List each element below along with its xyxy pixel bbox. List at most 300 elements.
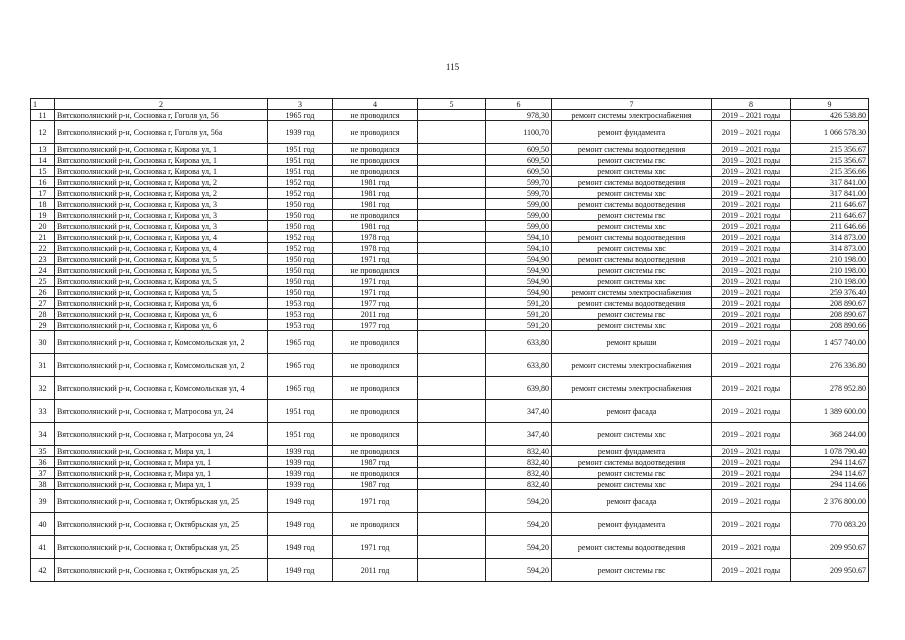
area-cell: 832,40 bbox=[486, 457, 552, 468]
address-cell: Вятскополянский р-н, Сосновка г, Кирова ул, 5 bbox=[55, 287, 268, 298]
row-number-cell: 33 bbox=[31, 400, 55, 423]
work-type-cell: ремонт системы хвс bbox=[552, 423, 712, 446]
area-cell: 594,90 bbox=[486, 254, 552, 265]
work-type-cell: ремонт системы водоотведения bbox=[552, 144, 712, 155]
cost-cell: 1 078 790.40 bbox=[791, 446, 869, 457]
last-repair-cell: не проводился bbox=[333, 513, 418, 536]
last-repair-cell: 2011 год bbox=[333, 309, 418, 320]
last-repair-cell: 1977 год bbox=[333, 320, 418, 331]
work-type-cell: ремонт системы электроснабжения bbox=[552, 110, 712, 121]
row-number-cell: 29 bbox=[31, 320, 55, 331]
area-cell: 832,40 bbox=[486, 446, 552, 457]
last-repair-cell: 1971 год bbox=[333, 276, 418, 287]
area-cell: 591,20 bbox=[486, 309, 552, 320]
build-year-cell: 1949 год bbox=[268, 513, 333, 536]
work-type-cell: ремонт фундамента bbox=[552, 121, 712, 144]
address-cell: Вятскополянский р-н, Сосновка г, Матросова ул, 24 bbox=[55, 400, 268, 423]
work-type-cell: ремонт системы гвс bbox=[552, 155, 712, 166]
cost-cell: 770 083.20 bbox=[791, 513, 869, 536]
cost-cell: 294 114.67 bbox=[791, 457, 869, 468]
work-type-cell: ремонт системы водоотведения bbox=[552, 457, 712, 468]
column-5-cell bbox=[418, 377, 486, 400]
address-cell: Вятскополянский р-н, Сосновка г, Кирова ул, 6 bbox=[55, 298, 268, 309]
build-year-cell: 1950 год bbox=[268, 287, 333, 298]
build-year-cell: 1953 год bbox=[268, 320, 333, 331]
period-cell: 2019 – 2021 годы bbox=[712, 468, 791, 479]
row-number-cell: 41 bbox=[31, 536, 55, 559]
period-cell: 2019 – 2021 годы bbox=[712, 121, 791, 144]
column-5-cell bbox=[418, 144, 486, 155]
period-cell: 2019 – 2021 годы bbox=[712, 265, 791, 276]
period-cell: 2019 – 2021 годы bbox=[712, 457, 791, 468]
row-number-cell: 27 bbox=[31, 298, 55, 309]
row-number-cell: 39 bbox=[31, 490, 55, 513]
area-cell: 594,20 bbox=[486, 559, 552, 582]
work-type-cell: ремонт системы электроснабжения bbox=[552, 287, 712, 298]
table-row bbox=[31, 188, 869, 199]
work-type-cell: ремонт системы гвс bbox=[552, 210, 712, 221]
header-cell: 3 bbox=[268, 99, 333, 110]
column-5-cell bbox=[418, 254, 486, 265]
table-row bbox=[31, 309, 869, 320]
table-row bbox=[31, 320, 869, 331]
table-row bbox=[31, 177, 869, 188]
cost-cell: 2 376 800.00 bbox=[791, 490, 869, 513]
table-row bbox=[31, 254, 869, 265]
header-cell: 2 bbox=[55, 99, 268, 110]
address-cell: Вятскополянский р-н, Сосновка г, Кирова ул, 3 bbox=[55, 221, 268, 232]
row-number-cell: 31 bbox=[31, 354, 55, 377]
build-year-cell: 1952 год bbox=[268, 177, 333, 188]
area-cell: 609,50 bbox=[486, 155, 552, 166]
row-number-cell: 20 bbox=[31, 221, 55, 232]
build-year-cell: 1951 год bbox=[268, 400, 333, 423]
header-row bbox=[31, 99, 869, 110]
row-number-cell: 11 bbox=[31, 110, 55, 121]
cost-cell: 276 336.80 bbox=[791, 354, 869, 377]
cost-cell: 211 646.66 bbox=[791, 221, 869, 232]
cost-cell: 314 873.00 bbox=[791, 232, 869, 243]
table-row bbox=[31, 232, 869, 243]
work-type-cell: ремонт системы водоотведения bbox=[552, 254, 712, 265]
row-number-cell: 36 bbox=[31, 457, 55, 468]
cost-cell: 259 376.40 bbox=[791, 287, 869, 298]
row-number-cell: 12 bbox=[31, 121, 55, 144]
column-5-cell bbox=[418, 232, 486, 243]
row-number-cell: 37 bbox=[31, 468, 55, 479]
build-year-cell: 1950 год bbox=[268, 210, 333, 221]
table-row bbox=[31, 243, 869, 254]
period-cell: 2019 – 2021 годы bbox=[712, 513, 791, 536]
header-cell: 9 bbox=[791, 99, 869, 110]
cost-cell: 317 841.00 bbox=[791, 177, 869, 188]
period-cell: 2019 – 2021 годы bbox=[712, 287, 791, 298]
row-number-cell: 23 bbox=[31, 254, 55, 265]
column-5-cell bbox=[418, 400, 486, 423]
row-number-cell: 35 bbox=[31, 446, 55, 457]
cost-cell: 211 646.67 bbox=[791, 199, 869, 210]
period-cell: 2019 – 2021 годы bbox=[712, 536, 791, 559]
work-type-cell: ремонт системы электроснабжения bbox=[552, 377, 712, 400]
area-cell: 347,40 bbox=[486, 400, 552, 423]
table-row bbox=[31, 377, 869, 400]
last-repair-cell: не проводился bbox=[333, 121, 418, 144]
last-repair-cell: не проводился bbox=[333, 155, 418, 166]
last-repair-cell: не проводился bbox=[333, 166, 418, 177]
address-cell: Вятскополянский р-н, Сосновка г, Октябрьская ул, 25 bbox=[55, 490, 268, 513]
work-type-cell: ремонт системы водоотведения bbox=[552, 536, 712, 559]
work-type-cell: ремонт системы хвс bbox=[552, 320, 712, 331]
column-5-cell bbox=[418, 309, 486, 320]
last-repair-cell: 1978 год bbox=[333, 232, 418, 243]
row-number-cell: 15 bbox=[31, 166, 55, 177]
row-number-cell: 28 bbox=[31, 309, 55, 320]
build-year-cell: 1939 год bbox=[268, 468, 333, 479]
period-cell: 2019 – 2021 годы bbox=[712, 479, 791, 490]
period-cell: 2019 – 2021 годы bbox=[712, 188, 791, 199]
work-type-cell: ремонт крыши bbox=[552, 331, 712, 354]
area-cell: 594,90 bbox=[486, 276, 552, 287]
table-row bbox=[31, 513, 869, 536]
area-cell: 609,50 bbox=[486, 144, 552, 155]
address-cell: Вятскополянский р-н, Сосновка г, Кирова ул, 4 bbox=[55, 232, 268, 243]
area-cell: 591,20 bbox=[486, 320, 552, 331]
work-type-cell: ремонт системы водоотведения bbox=[552, 298, 712, 309]
row-number-cell: 32 bbox=[31, 377, 55, 400]
last-repair-cell: 1971 год bbox=[333, 490, 418, 513]
address-cell: Вятскополянский р-н, Сосновка г, Матросова ул, 24 bbox=[55, 423, 268, 446]
address-cell: Вятскополянский р-н, Сосновка г, Комсомольская ул, 2 bbox=[55, 354, 268, 377]
address-cell: Вятскополянский р-н, Сосновка г, Октябрьская ул, 25 bbox=[55, 513, 268, 536]
last-repair-cell: 1971 год bbox=[333, 254, 418, 265]
row-number-cell: 13 bbox=[31, 144, 55, 155]
address-cell: Вятскополянский р-н, Сосновка г, Октябрьская ул, 25 bbox=[55, 559, 268, 582]
build-year-cell: 1965 год bbox=[268, 331, 333, 354]
cost-cell: 368 244.00 bbox=[791, 423, 869, 446]
row-number-cell: 16 bbox=[31, 177, 55, 188]
last-repair-cell: не проводился bbox=[333, 265, 418, 276]
column-5-cell bbox=[418, 468, 486, 479]
work-type-cell: ремонт системы электроснабжения bbox=[552, 354, 712, 377]
column-5-cell bbox=[418, 177, 486, 188]
cost-cell: 294 114.66 bbox=[791, 479, 869, 490]
build-year-cell: 1953 год bbox=[268, 298, 333, 309]
cost-cell: 426 538.80 bbox=[791, 110, 869, 121]
work-type-cell: ремонт системы хвс bbox=[552, 221, 712, 232]
table-row bbox=[31, 457, 869, 468]
period-cell: 2019 – 2021 годы bbox=[712, 243, 791, 254]
table-row bbox=[31, 331, 869, 354]
table-row bbox=[31, 479, 869, 490]
row-number-cell: 40 bbox=[31, 513, 55, 536]
build-year-cell: 1951 год bbox=[268, 155, 333, 166]
period-cell: 2019 – 2021 годы bbox=[712, 309, 791, 320]
address-cell: Вятскополянский р-н, Сосновка г, Кирова ул, 5 bbox=[55, 276, 268, 287]
build-year-cell: 1953 год bbox=[268, 309, 333, 320]
table-row bbox=[31, 559, 869, 582]
address-cell: Вятскополянский р-н, Сосновка г, Мира ул, 1 bbox=[55, 479, 268, 490]
last-repair-cell: 1971 год bbox=[333, 287, 418, 298]
column-5-cell bbox=[418, 287, 486, 298]
area-cell: 633,80 bbox=[486, 331, 552, 354]
row-number-cell: 42 bbox=[31, 559, 55, 582]
address-cell: Вятскополянский р-н, Сосновка г, Кирова ул, 3 bbox=[55, 210, 268, 221]
column-5-cell bbox=[418, 210, 486, 221]
cost-cell: 1 389 600.00 bbox=[791, 400, 869, 423]
area-cell: 609,50 bbox=[486, 166, 552, 177]
last-repair-cell: не проводился bbox=[333, 423, 418, 446]
table-row bbox=[31, 276, 869, 287]
area-cell: 633,80 bbox=[486, 354, 552, 377]
work-type-cell: ремонт фасада bbox=[552, 400, 712, 423]
address-cell: Вятскополянский р-н, Сосновка г, Кирова ул, 5 bbox=[55, 265, 268, 276]
address-cell: Вятскополянский р-н, Сосновка г, Мира ул, 1 bbox=[55, 468, 268, 479]
column-5-cell bbox=[418, 536, 486, 559]
area-cell: 594,10 bbox=[486, 243, 552, 254]
work-type-cell: ремонт системы гвс bbox=[552, 265, 712, 276]
build-year-cell: 1965 год bbox=[268, 110, 333, 121]
work-type-cell: ремонт фундамента bbox=[552, 446, 712, 457]
column-5-cell bbox=[418, 199, 486, 210]
work-type-cell: ремонт системы водоотведения bbox=[552, 199, 712, 210]
cost-cell: 215 356.66 bbox=[791, 166, 869, 177]
last-repair-cell: не проводился bbox=[333, 110, 418, 121]
table-row bbox=[31, 166, 869, 177]
column-5-cell bbox=[418, 243, 486, 254]
area-cell: 594,90 bbox=[486, 287, 552, 298]
cost-cell: 210 198.00 bbox=[791, 276, 869, 287]
address-cell: Вятскополянский р-н, Сосновка г, Комсомольская ул, 4 bbox=[55, 377, 268, 400]
address-cell: Вятскополянский р-н, Сосновка г, Кирова ул, 5 bbox=[55, 254, 268, 265]
last-repair-cell: не проводился bbox=[333, 468, 418, 479]
last-repair-cell: 1981 год bbox=[333, 177, 418, 188]
last-repair-cell: не проводился bbox=[333, 400, 418, 423]
area-cell: 599,00 bbox=[486, 210, 552, 221]
period-cell: 2019 – 2021 годы bbox=[712, 110, 791, 121]
address-cell: Вятскополянский р-н, Сосновка г, Гоголя ул, 56а bbox=[55, 121, 268, 144]
cost-cell: 208 890.67 bbox=[791, 309, 869, 320]
period-cell: 2019 – 2021 годы bbox=[712, 400, 791, 423]
period-cell: 2019 – 2021 годы bbox=[712, 354, 791, 377]
header-cell: 8 bbox=[712, 99, 791, 110]
work-type-cell: ремонт системы гвс bbox=[552, 309, 712, 320]
last-repair-cell: не проводился bbox=[333, 210, 418, 221]
period-cell: 2019 – 2021 годы bbox=[712, 446, 791, 457]
address-cell: Вятскополянский р-н, Сосновка г, Кирова ул, 6 bbox=[55, 309, 268, 320]
build-year-cell: 1951 год bbox=[268, 423, 333, 446]
last-repair-cell: 1981 год bbox=[333, 221, 418, 232]
column-5-cell bbox=[418, 354, 486, 377]
row-number-cell: 19 bbox=[31, 210, 55, 221]
header-cell: 1 bbox=[31, 99, 55, 110]
column-5-cell bbox=[418, 479, 486, 490]
work-type-cell: ремонт системы гвс bbox=[552, 468, 712, 479]
build-year-cell: 1951 год bbox=[268, 166, 333, 177]
build-year-cell: 1965 год bbox=[268, 354, 333, 377]
cost-cell: 215 356.67 bbox=[791, 155, 869, 166]
area-cell: 599,00 bbox=[486, 221, 552, 232]
table-row bbox=[31, 287, 869, 298]
work-type-cell: ремонт системы гвс bbox=[552, 559, 712, 582]
work-type-cell: ремонт системы хвс bbox=[552, 276, 712, 287]
column-5-cell bbox=[418, 121, 486, 144]
address-cell: Вятскополянский р-н, Сосновка г, Мира ул, 1 bbox=[55, 446, 268, 457]
row-number-cell: 14 bbox=[31, 155, 55, 166]
table-row bbox=[31, 221, 869, 232]
address-cell: Вятскополянский р-н, Сосновка г, Мира ул, 1 bbox=[55, 457, 268, 468]
address-cell: Вятскополянский р-н, Сосновка г, Кирова ул, 4 bbox=[55, 243, 268, 254]
row-number-cell: 30 bbox=[31, 331, 55, 354]
table-row bbox=[31, 400, 869, 423]
last-repair-cell: 1981 год bbox=[333, 199, 418, 210]
address-cell: Вятскополянский р-н, Сосновка г, Кирова ул, 3 bbox=[55, 199, 268, 210]
column-5-cell bbox=[418, 276, 486, 287]
table-row bbox=[31, 155, 869, 166]
address-cell: Вятскополянский р-н, Сосновка г, Кирова ул, 2 bbox=[55, 188, 268, 199]
table-row bbox=[31, 446, 869, 457]
column-5-cell bbox=[418, 188, 486, 199]
column-5-cell bbox=[418, 221, 486, 232]
build-year-cell: 1939 год bbox=[268, 121, 333, 144]
period-cell: 2019 – 2021 годы bbox=[712, 377, 791, 400]
area-cell: 594,20 bbox=[486, 536, 552, 559]
table-body bbox=[31, 99, 869, 582]
row-number-cell: 34 bbox=[31, 423, 55, 446]
table-row bbox=[31, 199, 869, 210]
row-number-cell: 21 bbox=[31, 232, 55, 243]
row-number-cell: 26 bbox=[31, 287, 55, 298]
period-cell: 2019 – 2021 годы bbox=[712, 490, 791, 513]
period-cell: 2019 – 2021 годы bbox=[712, 232, 791, 243]
period-cell: 2019 – 2021 годы bbox=[712, 331, 791, 354]
row-number-cell: 24 bbox=[31, 265, 55, 276]
last-repair-cell: 1978 год bbox=[333, 243, 418, 254]
last-repair-cell: 1971 год bbox=[333, 536, 418, 559]
row-number-cell: 38 bbox=[31, 479, 55, 490]
table-row bbox=[31, 265, 869, 276]
cost-cell: 1 066 578.30 bbox=[791, 121, 869, 144]
build-year-cell: 1950 год bbox=[268, 276, 333, 287]
cost-cell: 278 952.80 bbox=[791, 377, 869, 400]
build-year-cell: 1949 год bbox=[268, 490, 333, 513]
address-cell: Вятскополянский р-н, Сосновка г, Октябрьская ул, 25 bbox=[55, 536, 268, 559]
cost-cell: 208 890.67 bbox=[791, 298, 869, 309]
area-cell: 832,40 bbox=[486, 468, 552, 479]
area-cell: 594,20 bbox=[486, 490, 552, 513]
period-cell: 2019 – 2021 годы bbox=[712, 144, 791, 155]
last-repair-cell: 1987 год bbox=[333, 479, 418, 490]
area-cell: 832,40 bbox=[486, 479, 552, 490]
cost-cell: 209 950.67 bbox=[791, 536, 869, 559]
column-5-cell bbox=[418, 155, 486, 166]
column-5-cell bbox=[418, 513, 486, 536]
build-year-cell: 1965 год bbox=[268, 377, 333, 400]
header-cell: 7 bbox=[552, 99, 712, 110]
work-type-cell: ремонт системы хвс bbox=[552, 166, 712, 177]
cost-cell: 314 873.00 bbox=[791, 243, 869, 254]
cost-cell: 211 646.67 bbox=[791, 210, 869, 221]
cost-cell: 215 356.67 bbox=[791, 144, 869, 155]
build-year-cell: 1949 год bbox=[268, 559, 333, 582]
header-cell: 4 bbox=[333, 99, 418, 110]
cost-cell: 294 114.67 bbox=[791, 468, 869, 479]
cost-cell: 210 198.00 bbox=[791, 254, 869, 265]
work-type-cell: ремонт фасада bbox=[552, 490, 712, 513]
work-type-cell: ремонт фундамента bbox=[552, 513, 712, 536]
table-row bbox=[31, 468, 869, 479]
cost-cell: 317 841.00 bbox=[791, 188, 869, 199]
period-cell: 2019 – 2021 годы bbox=[712, 254, 791, 265]
address-cell: Вятскополянский р-н, Сосновка г, Гоголя ул, 56 bbox=[55, 110, 268, 121]
build-year-cell: 1950 год bbox=[268, 221, 333, 232]
last-repair-cell: 1987 год bbox=[333, 457, 418, 468]
row-number-cell: 25 bbox=[31, 276, 55, 287]
column-5-cell bbox=[418, 166, 486, 177]
area-cell: 594,20 bbox=[486, 513, 552, 536]
cost-cell: 208 890.66 bbox=[791, 320, 869, 331]
column-5-cell bbox=[418, 265, 486, 276]
build-year-cell: 1939 год bbox=[268, 479, 333, 490]
table-row bbox=[31, 210, 869, 221]
period-cell: 2019 – 2021 годы bbox=[712, 210, 791, 221]
header-cell: 6 bbox=[486, 99, 552, 110]
build-year-cell: 1950 год bbox=[268, 265, 333, 276]
area-cell: 591,20 bbox=[486, 298, 552, 309]
build-year-cell: 1952 год bbox=[268, 188, 333, 199]
period-cell: 2019 – 2021 годы bbox=[712, 155, 791, 166]
table-row bbox=[31, 536, 869, 559]
work-type-cell: ремонт системы водоотведения bbox=[552, 177, 712, 188]
work-type-cell: ремонт системы хвс bbox=[552, 243, 712, 254]
column-5-cell bbox=[418, 559, 486, 582]
area-cell: 599,00 bbox=[486, 199, 552, 210]
period-cell: 2019 – 2021 годы bbox=[712, 298, 791, 309]
table-row bbox=[31, 490, 869, 513]
period-cell: 2019 – 2021 годы bbox=[712, 221, 791, 232]
table-row bbox=[31, 121, 869, 144]
period-cell: 2019 – 2021 годы bbox=[712, 423, 791, 446]
build-year-cell: 1939 год bbox=[268, 446, 333, 457]
area-cell: 599,70 bbox=[486, 177, 552, 188]
column-5-cell bbox=[418, 490, 486, 513]
area-cell: 347,40 bbox=[486, 423, 552, 446]
address-cell: Вятскополянский р-н, Сосновка г, Кирова ул, 1 bbox=[55, 155, 268, 166]
repair-register-table bbox=[30, 98, 869, 582]
column-5-cell bbox=[418, 446, 486, 457]
period-cell: 2019 – 2021 годы bbox=[712, 199, 791, 210]
period-cell: 2019 – 2021 годы bbox=[712, 166, 791, 177]
work-type-cell: ремонт системы хвс bbox=[552, 479, 712, 490]
last-repair-cell: не проводился bbox=[333, 354, 418, 377]
last-repair-cell: 1977 год bbox=[333, 298, 418, 309]
area-cell: 1100,70 bbox=[486, 121, 552, 144]
build-year-cell: 1950 год bbox=[268, 254, 333, 265]
table-row bbox=[31, 144, 869, 155]
last-repair-cell: не проводился bbox=[333, 377, 418, 400]
address-cell: Вятскополянский р-н, Сосновка г, Кирова ул, 1 bbox=[55, 144, 268, 155]
area-cell: 978,30 bbox=[486, 110, 552, 121]
table-row bbox=[31, 423, 869, 446]
column-5-cell bbox=[418, 423, 486, 446]
area-cell: 594,10 bbox=[486, 232, 552, 243]
last-repair-cell: не проводился bbox=[333, 331, 418, 354]
address-cell: Вятскополянский р-н, Сосновка г, Кирова ул, 1 bbox=[55, 166, 268, 177]
work-type-cell: ремонт системы водоотведения bbox=[552, 232, 712, 243]
last-repair-cell: 1981 год bbox=[333, 188, 418, 199]
last-repair-cell: 2011 год bbox=[333, 559, 418, 582]
build-year-cell: 1939 год bbox=[268, 457, 333, 468]
build-year-cell: 1952 год bbox=[268, 232, 333, 243]
